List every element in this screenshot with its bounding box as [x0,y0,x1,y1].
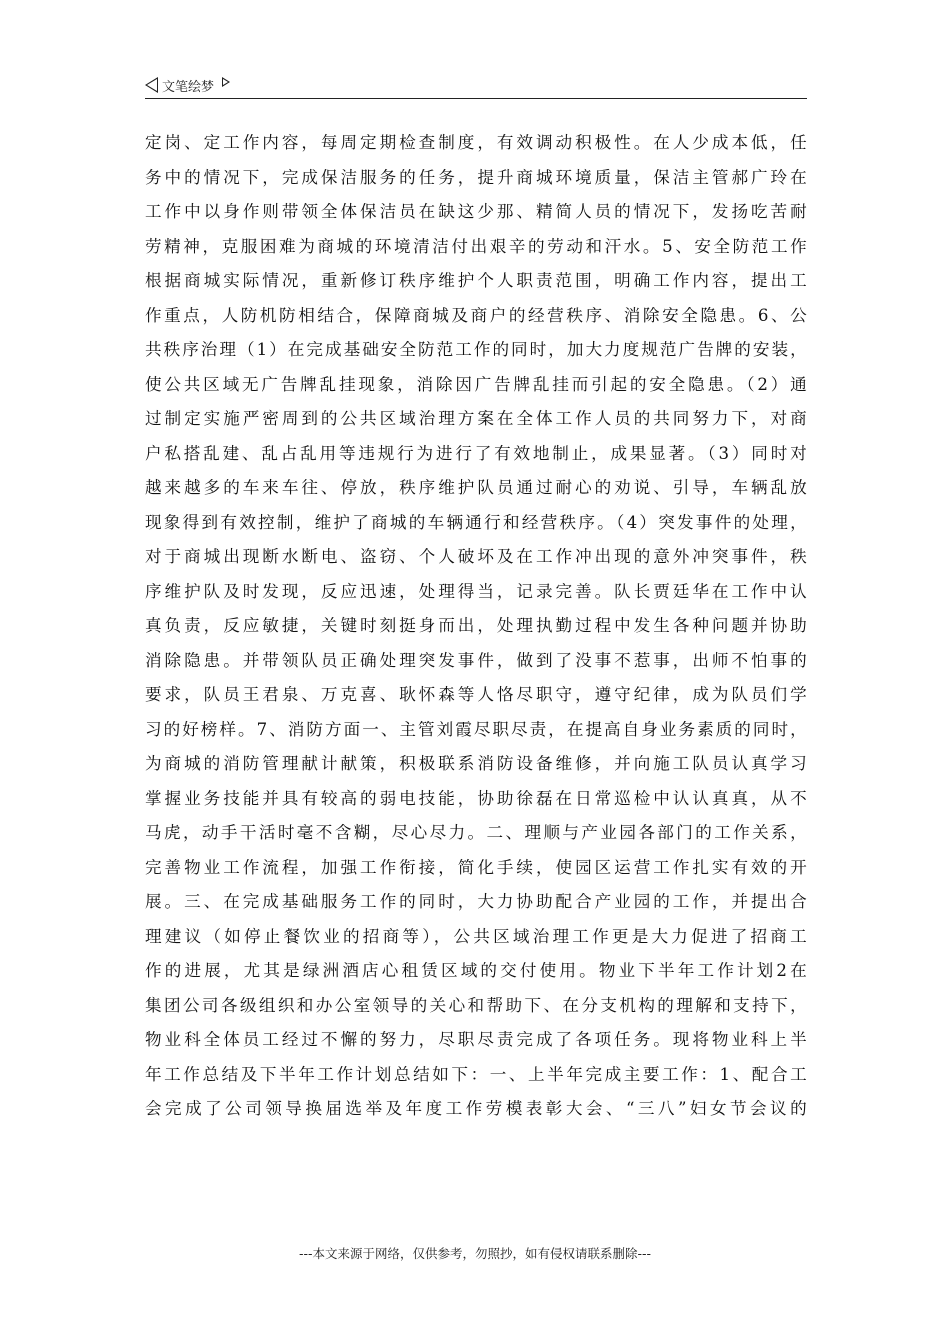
text-line: 共秩序治理（1）在完成基础安全防范工作的同时，加大力度规范广告牌的安装， [145,340,807,359]
text-line: 对于商城出现断水断电、盗窃、个人破坏及在工作冲出现的意外冲突事件，秩 [145,547,807,566]
text-line: 要求，队员王君泉、万克喜、耿怀森等人恪尽职守，遵守纪律，成为队员们学 [145,685,807,704]
text-line: 作的进展，尤其是绿洲酒店心租赁区域的交付使用。物业下半年工作计划2在 [145,961,807,980]
text-line: 务中的情况下，完成保洁服务的任务，提升商城环境质量，保洁主管郝广玲在 [145,167,807,187]
text-line: 定岗、定工作内容，每周定期检查制度，有效调动积极性。在人少成本低，任 [145,133,807,152]
text-line: 作重点，人防机防相结合，保障商城及商户的经营秩序、消除安全隐患。6、公 [145,305,807,325]
text-line: 展。三、在完成基础服务工作的同时，大力协助配合产业园的工作，并提出合 [145,892,807,911]
header-brand [145,74,230,96]
text-line: 集团公司各级组织和办公室领导的关心和帮助下、在分支机构的理解和支持下， [145,995,807,1015]
right-triangle-icon [222,77,230,87]
text-line: 完善物业工作流程，加强工作衔接，简化手续，使园区运营工作扎实有效的开 [145,857,807,877]
text-line: 物业科全体员工经过不懈的努力，尽职尽责完成了各项任务。现将物业科上半 [145,1030,807,1049]
page-header [145,74,807,99]
text-line: 根据商城实际情况，重新修订秩序维护个人职责范围，明确工作内容，提出工 [145,271,807,290]
footer-notice: ---本文来源于网络，仅供参考，勿照抄，如有侵权请联系删除--- [298,1246,652,1261]
text-line: 为商城的消防管理献计献策，积极联系消防设备维修，并向施工队员认真学习 [145,754,807,773]
text-line: 年工作总结及下半年工作计划总结如下：一、上半年完成主要工作：1、配合工 [145,1064,807,1084]
text-line: 消除隐患。并带领队员正确处理突发事件，做到了没事不惹事，出师不怕事的 [145,650,807,670]
text-line: 使公共区域无广告牌乱挂现象，消除因广告牌乱挂而引起的安全隐患。（2）通 [145,374,807,394]
document-body [145,126,807,1127]
text-line: 马虎，动手干活时毫不含糊，尽心尽力。二、理顺与产业园各部门的工作关系， [145,823,807,842]
text-line: 会完成了公司领导换届选举及年度工作劳模表彰大会、“三八”妇女节会议的 [145,1099,807,1118]
text-line: 现象得到有效控制，维护了商城的车辆通行和经营秩序。（4）突发事件的处理， [145,512,807,532]
text-line: 越来越多的车来车往、停放，秩序维护队员通过耐心的劝说、引导，车辆乱放 [145,478,807,497]
text-line: 劳精神，克服困难为商城的环境清洁付出艰辛的劳动和汗水。5、安全防范工作 [145,236,807,256]
text-line: 习的好榜样。7、消防方面一、主管刘霞尽职尽责，在提高自身业务素质的同时， [145,719,807,739]
text-line: 掌握业务技能并具有较高的弱电技能，协助徐磊在日常巡检中认认真真，从不 [145,788,807,808]
text-line: 工作中以身作则带领全体保洁员在缺这少那、精简人员的情况下，发扬吃苦耐 [145,202,807,221]
header-title: 文笔绘梦 [162,79,215,95]
text-line: 真负责，反应敏捷，关键时刻挺身而出，处理执勤过程中发生各种问题并协助 [145,616,807,635]
text-line: 过制定实施严密周到的公共区域治理方案在全体工作人员的共同努力下，对商 [145,409,807,428]
text-line: 序维护队及时发现，反应迅速，处理得当，记录完善。队长贾廷华在工作中认 [145,581,807,601]
left-triangle-icon [145,77,158,93]
text-line: 户私搭乱建、乱占乱用等违规行为进行了有效地制止，成果显著。（3）同时对 [145,443,807,463]
text-line: 理建议（如停止餐饮业的招商等），公共区域治理工作更是大力促进了招商工 [145,926,807,946]
